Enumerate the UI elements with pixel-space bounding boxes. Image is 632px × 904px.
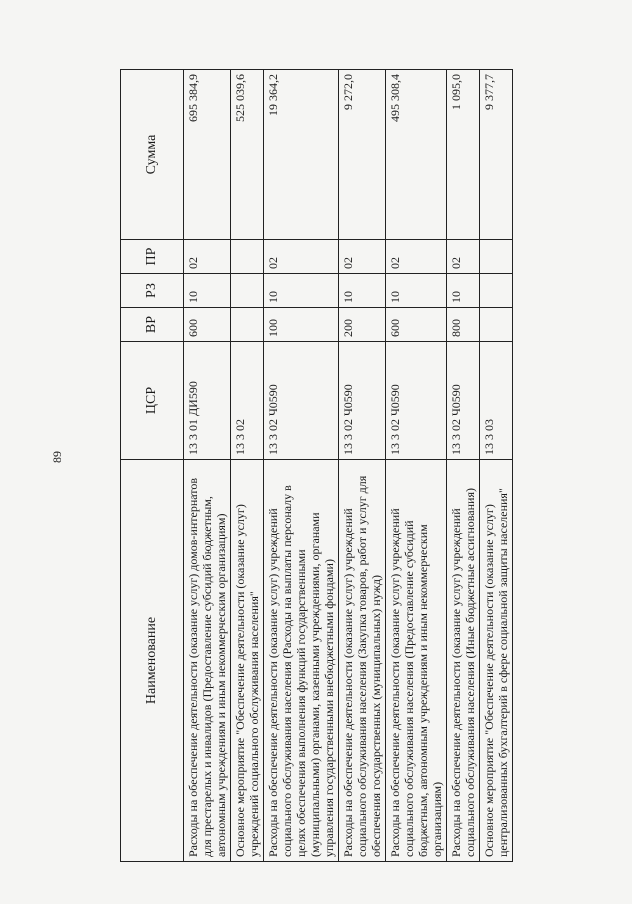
row-pr <box>231 240 264 274</box>
row-csr: 13 3 02 <box>231 342 264 460</box>
table-header-row <box>121 70 184 862</box>
header-sum: Сумма <box>121 70 184 240</box>
row-rz: 10 <box>264 274 339 308</box>
row-pr: 02 <box>447 240 480 274</box>
row-sum: 525 039,6 <box>231 70 264 240</box>
row-pr: 02 <box>386 240 447 274</box>
header-rz: РЗ <box>121 274 184 308</box>
header-csr: ЦСР <box>121 342 184 460</box>
header-pr: ПР <box>121 240 184 274</box>
row-sum: 1 095,0 <box>447 70 480 240</box>
row-vr <box>480 308 513 342</box>
row-vr: 600 <box>184 308 231 342</box>
table-row <box>339 70 386 862</box>
row-csr: 13 3 02 Ч0590 <box>386 342 447 460</box>
row-name: Основное мероприятие "Обеспечение деятельности (оказание услуг) учреждений социального обслуживания населения" <box>231 460 264 862</box>
rotated-table-container <box>120 70 585 862</box>
header-vr: ВР <box>121 308 184 342</box>
row-rz: 10 <box>447 274 480 308</box>
row-name: Расходы на обеспечение деятельности (оказание услуг) домов-интернатов для престарелых и инвалидов (Предоставление субсидий бюджетным, автономным учреждениям и иным некоммерческим организациям) <box>184 460 231 862</box>
row-sum: 19 364,2 <box>264 70 339 240</box>
table-row <box>264 70 339 862</box>
row-pr: 02 <box>184 240 231 274</box>
row-sum: 495 308,4 <box>386 70 447 240</box>
row-sum: 695 384,9 <box>184 70 231 240</box>
row-csr: 13 3 02 Ч0590 <box>264 342 339 460</box>
row-name: Расходы на обеспечение деятельности (оказание услуг) учреждений социального обслуживания населения (Расходы на выплаты персоналу в целях обеспечения выполнения функций государственными (муниципальными) органами, казенными учреждениями, органами управления государственными внебюджетными фондами) <box>264 460 339 862</box>
row-rz: 10 <box>184 274 231 308</box>
header-name: Наименование <box>121 460 184 862</box>
row-rz <box>480 274 513 308</box>
row-rz: 10 <box>386 274 447 308</box>
row-sum: 9 377,7 <box>480 70 513 240</box>
table-row <box>231 70 264 862</box>
row-vr: 600 <box>386 308 447 342</box>
row-pr: 02 <box>264 240 339 274</box>
row-vr <box>231 308 264 342</box>
row-rz: 10 <box>339 274 386 308</box>
table-row <box>386 70 447 862</box>
row-csr: 13 3 02 Ч0590 <box>447 342 480 460</box>
row-vr: 800 <box>447 308 480 342</box>
budget-table <box>120 69 513 862</box>
row-csr: 13 3 01 ДИ590 <box>184 342 231 460</box>
row-csr: 13 3 02 Ч0590 <box>339 342 386 460</box>
table-row <box>480 70 513 862</box>
page-number: 89 <box>50 451 64 463</box>
row-name: Расходы на обеспечение деятельности (оказание услуг) учреждений социального обслуживания населения (Иные бюджетные ассигнования) <box>447 460 480 862</box>
row-pr <box>480 240 513 274</box>
row-name: Расходы на обеспечение деятельности (оказание услуг) учреждений социального обслуживания населения (Закупка товаров, работ и услуг для обеспечения государственных (муниципальных) нужд) <box>339 460 386 862</box>
row-rz <box>231 274 264 308</box>
table-row <box>184 70 231 862</box>
row-name: Расходы на обеспечение деятельности (оказание услуг) учреждений социального обслуживания населения (Предоставление субсидий бюджетным, автономным учреждениям и иным некоммерческим организациям) <box>386 460 447 862</box>
row-vr: 200 <box>339 308 386 342</box>
row-csr: 13 3 03 <box>480 342 513 460</box>
row-sum: 9 272,0 <box>339 70 386 240</box>
table-row <box>447 70 480 862</box>
row-pr: 02 <box>339 240 386 274</box>
row-name: Основное мероприятие "Обеспечение деятельности (оказание услуг) централизованных бухгалтерий в сфере социальной защиты населения" <box>480 460 513 862</box>
row-vr: 100 <box>264 308 339 342</box>
